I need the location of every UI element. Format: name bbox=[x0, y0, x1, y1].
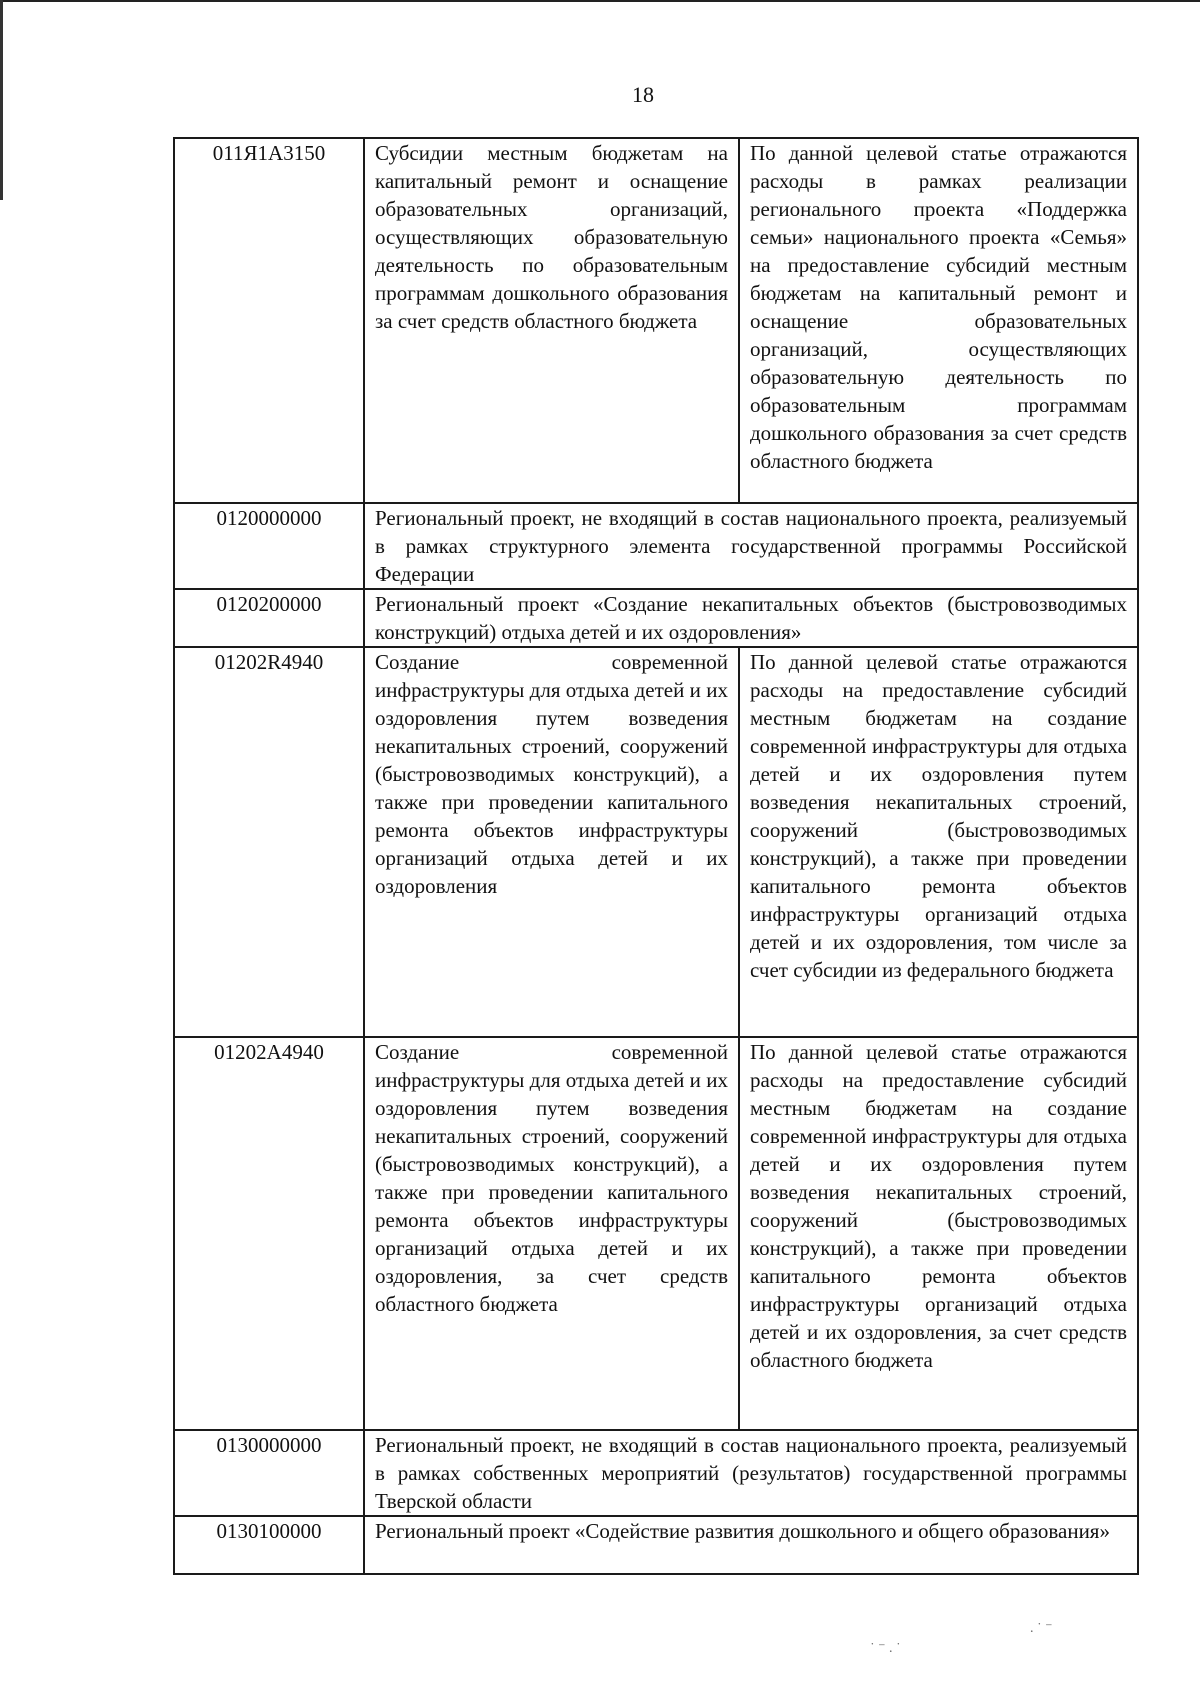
target-article-code: 0120200000 bbox=[174, 589, 364, 647]
target-article-description: По данной целевой статье отражаются расходы на предоставление субсидий местным бюджетам на создание современной инфраструктуры для отдыха детей и их оздоровления путем возведения некапитальных строений, сооружений (быстровозводимых конструкций), а также при проведении капитального ремонта объектов инфраструктуры организаций отдыха детей и их оздоровления, за счет средств областного бюджета bbox=[739, 1037, 1138, 1430]
target-article-description: По данной целевой статье отражаются расходы на предоставление субсидий местным бюджетам на создание современной инфраструктуры для отдыха детей и их оздоровления путем возведения некапитальных строений, сооружений (быстровозводимых конструкций), а также при проведении капитального ремонта объектов инфраструктуры организаций отдыха детей и их оздоровления, том числе за счет субсидии из федерального бюджета bbox=[739, 647, 1138, 1037]
target-article-description: По данной целевой статье отражаются расходы в рамках реализации регионального проекта «Поддержка семьи» национального проекта «Семья» на предоставление субсидий местным бюджетам на капитальный ремонт и оснащение образовательных организаций, осуществляющих образовательную деятельность по образовательным программам дошкольного образования за счет средств областного бюджета bbox=[739, 138, 1138, 503]
target-article-name: Создание современной инфраструктуры для отдыха детей и их оздоровления путем возведения некапитальных строений, сооружений (быстровозводимых конструкций), а также при проведении капитального ремонта объектов инфраструктуры организаций отдыха детей и их оздоровления bbox=[364, 647, 739, 1037]
target-article-code: 01202R4940 bbox=[174, 647, 364, 1037]
scan-speck: . ˙ ⁻ bbox=[1030, 1621, 1053, 1636]
scan-speck: ˙ ⁻ . ˙ bbox=[870, 1641, 901, 1656]
budget-classification-table bbox=[173, 137, 1139, 1575]
table-row bbox=[174, 1430, 1138, 1516]
scan-border-top bbox=[0, 0, 1200, 2]
table-row bbox=[174, 1037, 1138, 1430]
target-article-code: 011Я1А3150 bbox=[174, 138, 364, 503]
target-article-name: Субсидии местным бюджетам на капитальный ремонт и оснащение образовательных организаций, осуществляющих образовательную деятельность по образовательным программам дошкольного образования за счет средств областного бюджета bbox=[364, 138, 739, 503]
regional-project-title: Региональный проект «Содействие развития дошкольного и общего образования» bbox=[364, 1516, 1138, 1574]
target-article-code: 0130000000 bbox=[174, 1430, 364, 1516]
table-row bbox=[174, 589, 1138, 647]
table-row bbox=[174, 1516, 1138, 1574]
regional-project-title: Региональный проект «Создание некапитальных объектов (быстровозводимых конструкций) отдыха детей и их оздоровления» bbox=[364, 589, 1138, 647]
page-number: 18 bbox=[632, 82, 654, 107]
regional-project-title: Региональный проект, не входящий в состав национального проекта, реализуемый в рамках собственных мероприятий (результатов) государственной программы Тверской области bbox=[364, 1430, 1138, 1516]
table-row bbox=[174, 138, 1138, 503]
regional-project-title: Региональный проект, не входящий в состав национального проекта, реализуемый в рамках структурного элемента государственной программы Российской Федерации bbox=[364, 503, 1138, 589]
target-article-name: Создание современной инфраструктуры для отдыха детей и их оздоровления путем возведения некапитальных строений, сооружений (быстровозводимых конструкций), а также при проведении капитального ремонта объектов инфраструктуры организаций отдыха детей и их оздоровления, за счет средств областного бюджета bbox=[364, 1037, 739, 1430]
target-article-code: 0130100000 bbox=[174, 1516, 364, 1574]
target-article-code: 01202А4940 bbox=[174, 1037, 364, 1430]
target-article-code: 0120000000 bbox=[174, 503, 364, 589]
table-row bbox=[174, 647, 1138, 1037]
table-row bbox=[174, 503, 1138, 589]
